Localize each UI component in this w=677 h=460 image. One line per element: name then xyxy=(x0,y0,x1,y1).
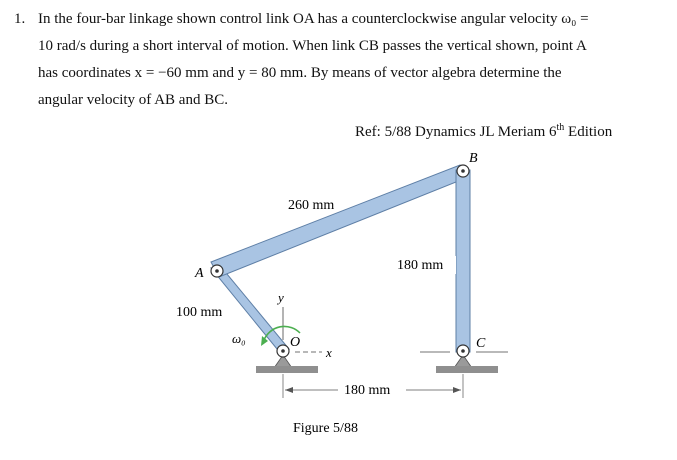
joint-b xyxy=(457,165,469,177)
label-o: O xyxy=(290,335,301,350)
problem-number: 1. xyxy=(14,11,26,27)
ground-support-o xyxy=(256,355,318,373)
joint-a xyxy=(211,265,223,277)
problem-line-1: In the four-bar linkage shown control link OA has a counterclockwise angular velocity ω₀ = xyxy=(38,11,589,27)
reference-text: Ref: 5/88 Dynamics JL Meriam 6 xyxy=(355,124,557,140)
dimension-oc-label: 180 mm xyxy=(344,383,391,398)
joint-o xyxy=(277,345,289,357)
joint-c xyxy=(457,345,469,357)
dimension-ab-label: 260 mm xyxy=(288,198,335,213)
problem-line-3: has coordinates x = −60 mm and y = 80 mm. By means of vector algebra determine the xyxy=(38,65,562,81)
label-y: y xyxy=(278,290,284,305)
reference-suffix: Edition xyxy=(564,124,613,140)
reference-superscript: th xyxy=(556,122,565,133)
label-a: A xyxy=(195,266,204,281)
dimension-oa-label: 100 mm xyxy=(176,305,223,320)
link-cb xyxy=(456,170,470,352)
label-x: x xyxy=(326,345,332,360)
label-c: C xyxy=(476,336,486,351)
problem-line-2: 10 rad/s during a short interval of motion. When link CB passes the vertical shown, point A xyxy=(38,38,587,54)
label-b: B xyxy=(469,151,478,166)
problem-line-4: angular velocity of AB and BC. xyxy=(38,92,228,108)
ground-support-c xyxy=(436,355,498,373)
label-omega: ω₀ xyxy=(232,331,246,346)
figure-caption: Figure 5/88 xyxy=(293,421,358,436)
dimension-cb-label: 180 mm xyxy=(397,258,444,273)
